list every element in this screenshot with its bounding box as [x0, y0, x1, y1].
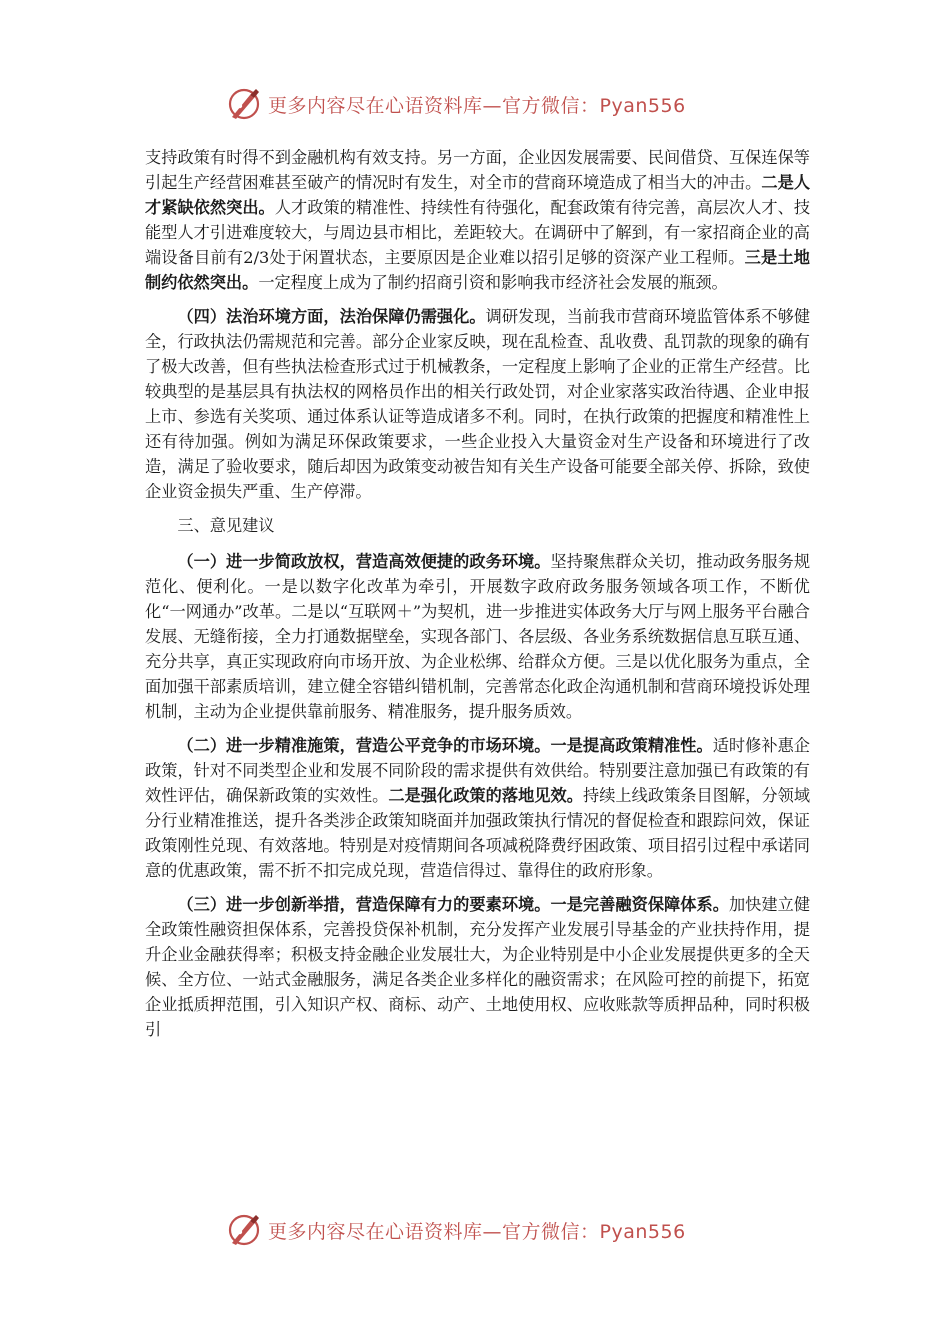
run: 适时修补惠企政策，针对不同类型企业和发展不同阶段的需求提供有效供给。特别要注意加强已有政策的有效性评估，确保新政策的实效性。: [145, 736, 810, 805]
paragraph-1: [145, 145, 810, 295]
run: 加快建立健全政策性融资担保体系，完善投贷保补机制，充分发挥产业发展引导基金的产业扶持作用，提升企业金融获得率；积极支持金融企业发展壮大，为企业特别是中小企业发展提供更多的全天候、全方位、一站式金融服务，满足各类企业多样化的融资需求；在风险可控的前提下，拓宽企业抵质押范围，引入知识产权、商标、动产、土地使用权、应收账款等质押品种，同时积极引: [145, 895, 811, 1039]
run: 三、意见建议: [177, 516, 275, 535]
pen-circle-logo-icon: [226, 1212, 262, 1248]
section-heading-market-environment: （二）进一步精准施策，营造公平竞争的市场环境。一是提高政策精准性。: [177, 736, 713, 755]
section-heading-factor-environment: （三）进一步创新举措，营造保障有力的要素环境。一是完善融资保障体系。: [177, 895, 729, 914]
section-heading-suggestions: [145, 513, 810, 538]
section-heading-government-affairs: （一）进一步简政放权，营造高效便捷的政务环境。: [177, 552, 551, 571]
footer-banner-text: 更多内容尽在心语资料库—官方微信：Pyan556: [268, 1220, 686, 1243]
paragraph-2: [145, 304, 810, 504]
run: 调研发现，当前我市营商环境监管体系不够健全，行政执法仍需规范和完善。部分企业家反映，现在乱检查、乱收费、乱罚款的现象的确有了极大改善，但有些执法检查形式过于机械教条，一定程度上影响了企业的正常生产经营。比较典型的是基层具有执法权的网格员作出的相关行政处罚，对企业家落实政治待遇、企业申报上市、参选有关奖项、通过体系认证等造成诸多不利。同时，在执行政策的把握度和精准性上还有待加强。例如为满足环保政策要求，一些企业投入大量资金对生产设备和环境进行了改造，满足了验收要求，随后却因为政策变动被告知有关生产设备可能要全部关停、拆除，致使企业资金损失严重、生产停滞。: [145, 307, 811, 501]
header-banner: [226, 84, 686, 124]
run-bold: 二是人才紧缺依然突出。: [145, 173, 811, 217]
run: 持续上线政策条目图解，分领域分行业精准推送，提升各类涉企政策知晓面并加强政策执行情况的督促检查和跟踪问效，保证政策刚性兑现、有效落地。特别是对疫情期间各项减税降费纾困政策、项目招引过程中承诺同意的优惠政策，需不折不扣完成兑现，营造信得过、靠得住的政府形象。: [145, 786, 811, 880]
run: 人才政策的精准性、持续性有待强化，配套政策有待完善，高层次人才、技能型人才引进难度较大，与周边县市相比，差距较大。在调研中了解到，有一家招商企业的高端设备目前有2/3处于闲置状态，主要原因是企业难以招引足够的资深产业工程师。: [145, 198, 811, 267]
run: 坚持聚焦群众关切，推动政务服务规范化、便利化。一是以数字化改革为牵引，开展数字政府政务服务领域各项工作，不断优化“一网通办”改革。二是以“互联网＋”为契机，进一步推进实体政务大厅与网上服务平台融合发展、无缝衔接，全力打通数据壁垒，实现各部门、各层级、各业务系统数据信息互联互通、充分共享，真正实现政府向市场开放、为企业松绑、给群众方便。三是以优化服务为重点，全面加强干部素质培训，建立健全容错纠错机制，完善常态化政企沟通机制和营商环境投诉处理机制，主动为企业提供靠前服务、精准服务，提升服务质效。: [145, 552, 811, 721]
run: 支持政策有时得不到金融机构有效支持。另一方面，企业因发展需要、民间借贷、互保连保等引起生产经营困难甚至破产的情况时有发生，对全市的营商环境造成了相当大的冲击。: [145, 148, 810, 192]
pen-circle-logo-icon: [226, 86, 262, 122]
section-heading-rule-of-law: （四）法治环境方面，法治保障仍需强化。: [177, 307, 486, 326]
paragraph-4: [145, 549, 810, 724]
header-banner-text: 更多内容尽在心语资料库—官方微信：Pyan556: [268, 94, 686, 117]
run-bold: 三是土地制约依然突出。: [145, 248, 810, 292]
footer-banner: [226, 1210, 686, 1250]
run: 一定程度上成为了制约招商引资和影响我市经济社会发展的瓶颈。: [258, 273, 728, 292]
document-body: [145, 145, 810, 1051]
paragraph-6: [145, 892, 810, 1042]
run-bold: 二是强化政策的落地见效。: [388, 786, 583, 805]
paragraph-5: [145, 733, 810, 883]
